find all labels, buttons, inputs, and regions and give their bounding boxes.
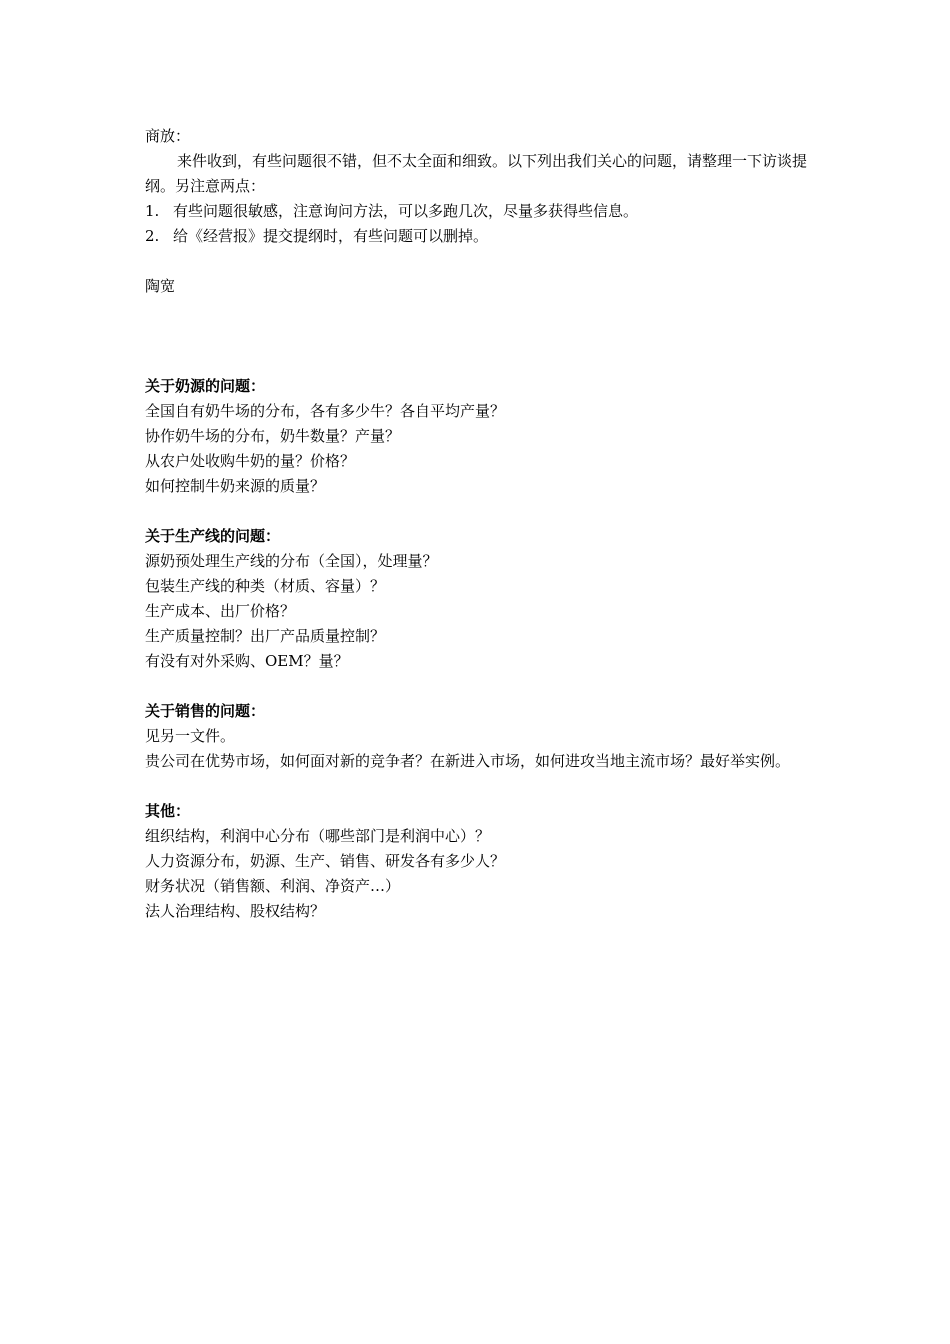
spacer (145, 499, 810, 524)
question-item: 包装生产线的种类（材质、容量）？ (145, 577, 386, 595)
section-heading-milk-source: 关于奶源的问题： (145, 377, 266, 395)
point-text: 有些问题很敏感，注意询问方法，可以多跑几次，尽量多获得些信息。 (173, 202, 639, 220)
point-number: 1. (145, 202, 160, 220)
question-item: 组织结构，利润中心分布（哪些部门是利润中心）？ (145, 827, 491, 845)
spacer (145, 299, 810, 374)
section-heading-other: 其他： (145, 802, 191, 820)
spacer (145, 774, 810, 799)
question-item: 人力资源分布，奶源、生产、销售、研发各有多少人？ (145, 852, 506, 870)
question-item: 如何控制牛奶来源的质量？ (145, 477, 326, 495)
question-item: 财务状况（销售额、利润、净资产…） (145, 877, 401, 895)
question-item: 源奶预处理生产线的分布（全国），处理量？ (145, 552, 438, 570)
question-item: 见另一文件。 (145, 727, 236, 745)
question-item: 有没有对外采购、OEM？量？ (145, 652, 349, 670)
memo-salutation: 商放： (145, 127, 191, 145)
question-item: 生产质量控制？出厂产品质量控制？ (145, 627, 386, 645)
question-item: 生产成本、出厂价格？ (145, 602, 296, 620)
question-item: 贵公司在优势市场，如何面对新的竞争者？在新进入市场，如何进攻当地主流市场？最好举实例。 (145, 752, 791, 770)
point-number: 2. (145, 227, 160, 245)
point-text: 给《经营报》提交提纲时，有些问题可以删掉。 (173, 227, 489, 245)
question-item: 全国自有奶牛场的分布，各有多少牛？各自平均产量？ (145, 402, 506, 420)
document-page (145, 124, 810, 924)
question-item: 协作奶牛场的分布，奶牛数量？产量？ (145, 427, 401, 445)
memo-signature: 陶宽 (145, 277, 176, 295)
section-heading-sales: 关于销售的问题： (145, 702, 266, 720)
spacer (145, 249, 810, 274)
memo-point (145, 224, 810, 249)
spacer (145, 674, 810, 699)
section-heading-production: 关于生产线的问题： (145, 527, 281, 545)
question-item: 法人治理结构、股权结构？ (145, 902, 326, 920)
memo-point (145, 199, 810, 224)
question-item: 从农户处收购牛奶的量？价格？ (145, 452, 356, 470)
memo-body: 来件收到，有些问题很不错，但不太全面和细致。以下列出我们关心的问题，请整理一下访谈提纲。另注意两点： (145, 152, 808, 195)
